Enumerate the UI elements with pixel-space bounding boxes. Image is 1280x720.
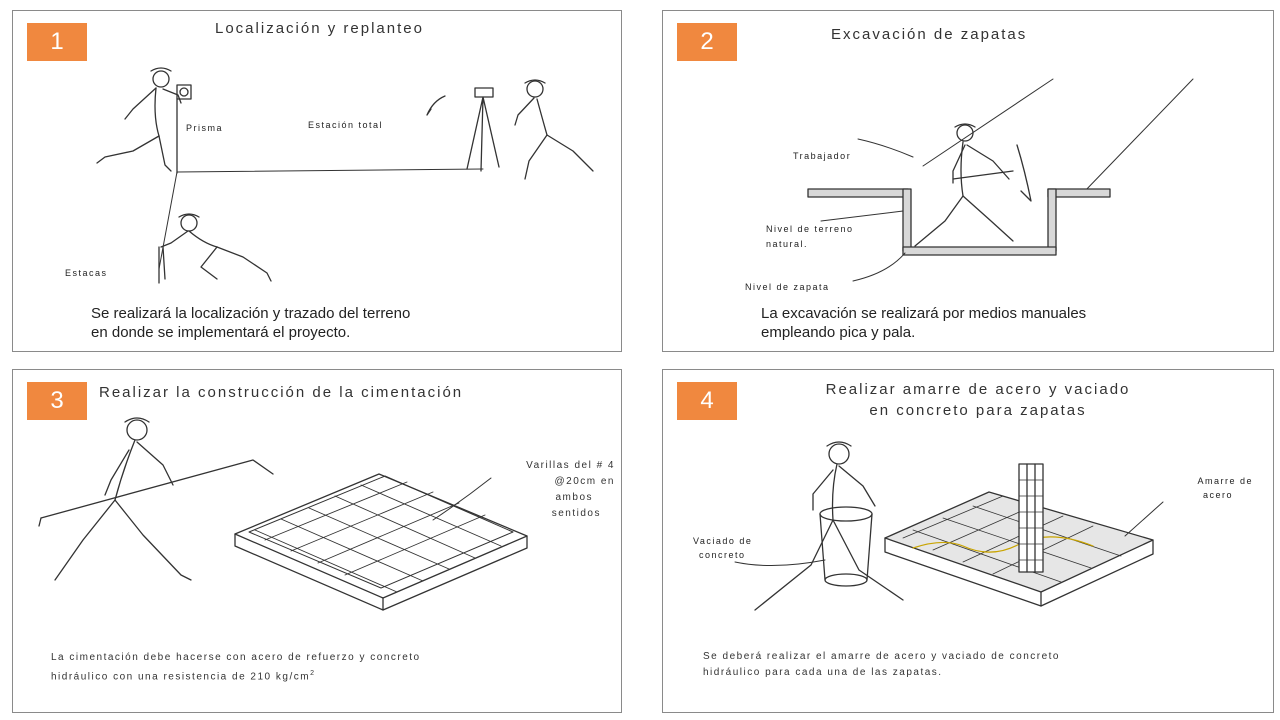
description-4-line-2: hidráulico para cada una de las zapatas.	[703, 667, 943, 678]
panel-cimentacion	[12, 369, 622, 713]
description-4	[703, 649, 1060, 681]
description-1-line-2: en donde se implementará el proyecto.	[91, 324, 351, 341]
panel-title-3: Realizar la construcción de la cimentación	[99, 384, 464, 401]
description-2-line-2: empleando pica y pala.	[761, 324, 916, 341]
illustration-excavation	[663, 11, 1273, 351]
label-tie-line-1: Amarre de	[1197, 476, 1253, 486]
label-total-station: Estación total	[308, 120, 384, 130]
description-3-line-2	[51, 666, 421, 685]
worker-carrying-rebar-figure	[39, 418, 273, 580]
description-3	[51, 650, 421, 685]
step-badge-2: 2	[677, 23, 737, 61]
description-3-line-2-text: hidráulico con una resistencia de 210 kg/cm	[51, 671, 311, 683]
superscript-squared: 2	[310, 670, 316, 677]
description-1-line-1: Se realizará la localización y trazado del terreno	[91, 305, 411, 322]
description-1	[91, 304, 410, 342]
panel-title-2: Excavación de zapatas	[831, 26, 1028, 43]
panel-localizacion	[12, 10, 622, 352]
footing-slab-with-rebar	[885, 464, 1153, 606]
description-3-line-1: La cimentación debe hacerse con acero de refuerzo y concreto	[51, 652, 421, 663]
kneeling-worker-figure	[159, 214, 271, 283]
label-rebar	[475, 458, 615, 522]
panel-title-4-line-2: en concreto para zapatas	[869, 402, 1087, 419]
label-natural-level-1: Nivel de terreno	[766, 224, 854, 234]
worker-with-pickaxe-figure	[915, 124, 1031, 246]
illustration-surveying	[13, 11, 621, 351]
step-badge-4: 4	[677, 382, 737, 420]
surveyor-with-prism-figure	[97, 68, 191, 173]
operator-figure	[515, 80, 593, 179]
label-pour-line-1: Vaciado de	[693, 536, 753, 546]
label-tie	[1157, 474, 1253, 502]
panel-amarre-vaciado	[662, 369, 1274, 713]
label-stakes: Estacas	[65, 268, 108, 278]
label-pour-line-2: concreto	[699, 550, 746, 560]
step-badge-1: 1	[27, 23, 87, 61]
label-pour	[693, 534, 752, 562]
label-rebar-line-2: @20cm en	[554, 476, 615, 487]
panel-title-1: Localización y replanteo	[215, 20, 424, 37]
label-tie-line-2: acero	[1202, 490, 1233, 500]
worker-carrying-bucket-figure	[755, 442, 903, 610]
description-2	[761, 304, 1086, 342]
label-rebar-line-1: Varillas del # 4	[526, 460, 615, 471]
panel-title-4-line-1: Realizar amarre de acero y vaciado	[825, 381, 1131, 398]
total-station-tripod-figure	[427, 88, 499, 171]
label-rebar-line-3: ambos	[555, 492, 593, 503]
label-natural-level-2: natural.	[766, 239, 809, 249]
label-footing-level: Nivel de zapata	[745, 282, 830, 292]
panel-excavacion	[662, 10, 1274, 352]
step-badge-3: 3	[27, 382, 87, 420]
label-prism: Prisma	[186, 123, 224, 133]
label-worker: Trabajador	[793, 151, 852, 161]
excavation-pit	[808, 189, 1110, 255]
description-4-line-1: Se deberá realizar el amarre de acero y vaciado de concreto	[703, 651, 1060, 662]
description-2-line-1: La excavación se realizará por medios manuales	[761, 305, 1087, 322]
label-rebar-line-4: sentidos	[551, 508, 601, 519]
